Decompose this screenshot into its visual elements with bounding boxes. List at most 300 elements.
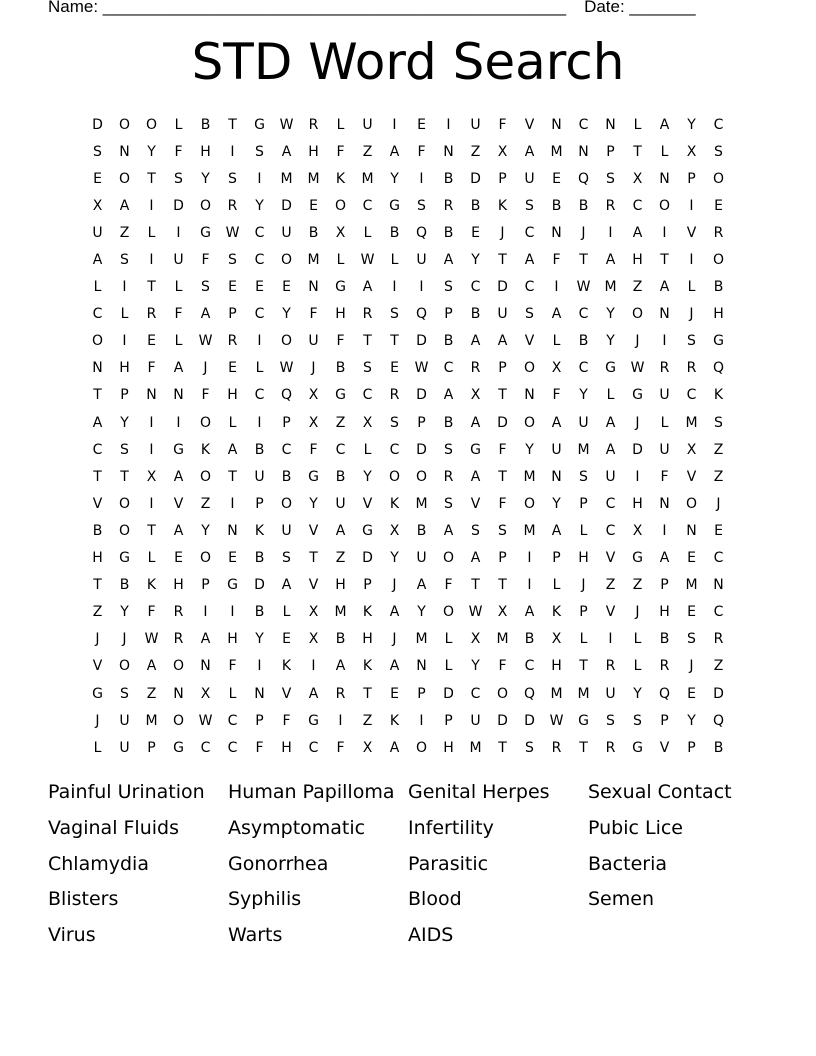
grid-letter: G	[119, 550, 130, 567]
grid-letter: E	[228, 360, 237, 377]
grid-row	[84, 653, 732, 680]
grid-letter: L	[552, 577, 561, 594]
grid-row	[84, 274, 732, 301]
grid-letter: P	[498, 360, 507, 377]
grid-letter: A	[173, 360, 184, 377]
word-list-item: Virus	[48, 924, 96, 947]
grid-letter: B	[92, 522, 103, 539]
grid-letter: S	[687, 631, 696, 648]
grid-letter: L	[336, 116, 345, 133]
grid-letter: X	[200, 685, 211, 702]
grid-letter: I	[608, 631, 613, 648]
grid-letter: W	[279, 116, 294, 133]
grid-letter: F	[309, 306, 318, 323]
grid-letter: M	[550, 685, 563, 702]
grid-letter: I	[419, 279, 424, 296]
grid-letter: M	[523, 522, 536, 539]
grid-letter: B	[578, 333, 589, 350]
grid-letter: T	[120, 468, 129, 485]
grid-letter: E	[687, 550, 696, 567]
grid-letter: B	[470, 197, 481, 214]
grid-letter: K	[362, 658, 373, 675]
grid-letter: Y	[309, 495, 318, 512]
grid-letter: B	[659, 631, 670, 648]
grid-letter: V	[173, 495, 184, 512]
grid-letter: J	[581, 577, 586, 594]
grid-letter: C	[92, 441, 103, 458]
grid-letter: L	[120, 306, 129, 323]
grid-letter: E	[390, 360, 399, 377]
grid-letter: Y	[579, 387, 588, 404]
grid-row	[84, 517, 732, 544]
grid-letter: U	[416, 252, 427, 269]
grid-letter: G	[578, 712, 589, 729]
grid-letter: C	[578, 306, 589, 323]
grid-letter: Y	[120, 414, 129, 431]
grid-letter: A	[497, 333, 508, 350]
grid-letter: T	[579, 658, 588, 675]
grid-letter: O	[118, 170, 131, 187]
grid-letter: C	[605, 522, 616, 539]
grid-letter: F	[552, 387, 561, 404]
grid-letter: O	[118, 116, 131, 133]
grid-letter: A	[281, 577, 292, 594]
grid-letter: W	[630, 360, 645, 377]
grid-letter: J	[311, 360, 316, 377]
grid-letter: T	[147, 279, 156, 296]
grid-letter: N	[578, 143, 589, 160]
grid-letter: T	[363, 333, 372, 350]
grid-letter: S	[444, 441, 453, 458]
grid-letter: B	[308, 224, 319, 241]
grid-letter: J	[392, 631, 397, 648]
grid-letter: S	[120, 441, 129, 458]
grid-letter: E	[147, 333, 156, 350]
grid-letter: N	[173, 387, 184, 404]
grid-letter: X	[497, 604, 508, 621]
grid-letter: H	[362, 631, 373, 648]
grid-letter: A	[605, 441, 616, 458]
grid-row	[84, 246, 732, 273]
grid-letter: D	[254, 577, 265, 594]
grid-letter: O	[415, 468, 428, 485]
grid-letter: G	[227, 577, 238, 594]
grid-letter: V	[281, 685, 292, 702]
grid-letter: A	[443, 522, 454, 539]
grid-row	[84, 382, 732, 409]
word-list-item: Parasitic	[408, 852, 489, 875]
grid-letter: J	[635, 414, 640, 431]
grid-letter: A	[470, 550, 481, 567]
grid-letter: G	[389, 197, 400, 214]
grid-letter: L	[552, 333, 561, 350]
grid-letter: O	[415, 739, 428, 756]
grid-letter: I	[338, 712, 343, 729]
grid-letter: M	[415, 495, 428, 512]
grid-letter: R	[470, 360, 481, 377]
grid-letter: B	[254, 550, 265, 567]
page-title: STD Word Search	[191, 33, 625, 91]
grid-letter: S	[525, 306, 534, 323]
grid-letter: C	[605, 495, 616, 512]
grid-letter: T	[498, 577, 507, 594]
grid-letter: I	[122, 333, 127, 350]
grid-letter: L	[633, 116, 642, 133]
word-list-item: Gonorrhea	[228, 852, 329, 875]
grid-letter: T	[579, 252, 588, 269]
grid-letter: B	[254, 604, 265, 621]
grid-letter: S	[444, 495, 453, 512]
grid-letter: S	[633, 712, 642, 729]
grid-letter: W	[576, 279, 591, 296]
grid-letter: Z	[362, 143, 373, 160]
grid-letter: E	[228, 279, 237, 296]
grid-letter: X	[632, 170, 643, 187]
word-list-item: Vaginal Fluids	[48, 816, 179, 839]
grid-row	[84, 463, 732, 490]
grid-letter: F	[147, 360, 156, 377]
grid-letter: J	[203, 360, 208, 377]
grid-letter: Y	[255, 197, 264, 214]
grid-letter: S	[390, 306, 399, 323]
grid-letter: Z	[146, 685, 157, 702]
grid-letter: Z	[362, 712, 373, 729]
grid-letter: N	[659, 306, 670, 323]
grid-letter: Y	[687, 712, 696, 729]
grid-letter: G	[335, 387, 346, 404]
grid-letter: R	[605, 658, 616, 675]
grid-letter: I	[149, 414, 154, 431]
grid-letter: U	[659, 441, 670, 458]
grid-letter: J	[689, 306, 694, 323]
header	[48, 0, 696, 17]
grid-letter: D	[416, 333, 427, 350]
grid-letter: F	[498, 116, 507, 133]
grid-letter: J	[122, 631, 127, 648]
date-field-label: Date: _______	[584, 0, 696, 16]
grid-letter: O	[91, 333, 104, 350]
grid-letter: S	[174, 170, 183, 187]
grid-letter: S	[579, 468, 588, 485]
grid-letter: D	[443, 685, 454, 702]
grid-letter: D	[497, 414, 508, 431]
grid-letter: G	[308, 712, 319, 729]
grid-letter: W	[144, 631, 159, 648]
grid-letter: L	[255, 360, 264, 377]
grid-letter: C	[443, 360, 454, 377]
grid-letter: L	[228, 414, 237, 431]
grid-letter: S	[714, 414, 723, 431]
grid-letter: P	[660, 577, 669, 594]
grid-letter: I	[608, 224, 613, 241]
grid-letter: M	[577, 441, 590, 458]
grid-letter: X	[686, 441, 697, 458]
grid-letter: K	[362, 604, 373, 621]
grid-row	[84, 301, 732, 328]
grid-letter: S	[120, 252, 129, 269]
grid-letter: B	[551, 197, 562, 214]
grid-letter: G	[362, 522, 373, 539]
word-list-item: Sexual Contact	[588, 781, 732, 803]
grid-letter: A	[632, 224, 643, 241]
grid-letter: O	[280, 252, 293, 269]
grid-letter: E	[255, 279, 264, 296]
grid-letter: B	[281, 468, 292, 485]
grid-row	[84, 355, 732, 382]
grid-letter: M	[361, 170, 374, 187]
grid-letter: D	[92, 116, 103, 133]
grid-letter: O	[523, 495, 536, 512]
grid-letter: P	[255, 712, 264, 729]
grid-letter: P	[498, 170, 507, 187]
grid-letter: F	[552, 252, 561, 269]
grid-row	[84, 545, 732, 572]
grid-letter: O	[496, 685, 509, 702]
grid-letter: V	[524, 333, 535, 350]
grid-letter: L	[579, 631, 588, 648]
grid-letter: Z	[632, 577, 643, 594]
grid-letter: C	[92, 306, 103, 323]
grid-letter: C	[713, 116, 724, 133]
grid-letter: H	[119, 360, 130, 377]
grid-letter: A	[443, 252, 454, 269]
grid-letter: A	[470, 468, 481, 485]
grid-letter: P	[660, 712, 669, 729]
grid-letter: G	[632, 387, 643, 404]
grid-letter: I	[554, 279, 559, 296]
grid-letter: L	[444, 631, 453, 648]
grid-letter: A	[659, 550, 670, 567]
grid-letter: L	[147, 550, 156, 567]
grid-letter: N	[416, 658, 427, 675]
grid-letter: F	[660, 468, 669, 485]
grid-letter: U	[524, 170, 535, 187]
letter-grid	[84, 111, 732, 761]
grid-letter: I	[176, 224, 181, 241]
grid-letter: L	[174, 279, 183, 296]
grid-letter: F	[201, 387, 210, 404]
grid-letter: I	[257, 414, 262, 431]
grid-letter: X	[362, 739, 373, 756]
grid-letter: M	[685, 577, 698, 594]
grid-letter: F	[498, 441, 507, 458]
grid-letter: A	[605, 414, 616, 431]
grid-letter: F	[201, 252, 210, 269]
grid-letter: O	[442, 550, 455, 567]
grid-letter: P	[498, 550, 507, 567]
grid-letter: P	[147, 739, 156, 756]
grid-letter: M	[469, 739, 482, 756]
grid-letter: O	[685, 495, 698, 512]
grid-letter: U	[92, 224, 103, 241]
grid-letter: Y	[687, 116, 696, 133]
grid-letter: C	[524, 224, 535, 241]
grid-letter: K	[200, 441, 211, 458]
grid-letter: Q	[523, 685, 536, 702]
grid-letter: O	[523, 414, 536, 431]
grid-letter: B	[443, 224, 454, 241]
grid-letter: N	[713, 577, 724, 594]
grid-letter: I	[149, 252, 154, 269]
grid-row	[84, 192, 732, 219]
grid-letter: I	[230, 604, 235, 621]
grid-letter: Q	[415, 306, 428, 323]
word-list-item: Syphilis	[228, 888, 302, 911]
grid-letter: B	[578, 197, 589, 214]
grid-letter: N	[524, 387, 535, 404]
grid-letter: X	[470, 631, 481, 648]
word-list-item: Blisters	[48, 888, 119, 911]
grid-letter: R	[362, 306, 373, 323]
grid-letter: V	[686, 224, 697, 241]
grid-letter: E	[174, 550, 183, 567]
grid-row	[84, 111, 732, 138]
grid-letter: L	[147, 224, 156, 241]
grid-letter: C	[308, 739, 319, 756]
grid-letter: R	[713, 224, 724, 241]
grid-letter: C	[578, 116, 589, 133]
grid-letter: T	[390, 333, 399, 350]
grid-letter: H	[335, 577, 346, 594]
grid-letter: Y	[201, 522, 210, 539]
grid-letter: D	[497, 279, 508, 296]
grid-letter: O	[280, 495, 293, 512]
grid-letter: X	[92, 197, 103, 214]
grid-letter: F	[255, 739, 264, 756]
grid-letter: H	[578, 550, 589, 567]
grid-letter: R	[443, 197, 454, 214]
grid-letter: D	[632, 441, 643, 458]
grid-letter: I	[203, 604, 208, 621]
grid-letter: Q	[577, 170, 590, 187]
grid-letter: R	[659, 360, 670, 377]
grid-letter: V	[362, 495, 373, 512]
grid-letter: O	[145, 116, 158, 133]
grid-letter: C	[335, 441, 346, 458]
grid-letter: Z	[605, 577, 616, 594]
grid-letter: I	[446, 116, 451, 133]
grid-letter: N	[119, 143, 130, 160]
grid-letter: R	[686, 360, 697, 377]
grid-letter: C	[524, 658, 535, 675]
grid-letter: S	[687, 333, 696, 350]
grid-letter: D	[362, 550, 373, 567]
grid-letter: H	[659, 604, 670, 621]
grid-letter: A	[416, 577, 427, 594]
grid-letter: U	[578, 414, 589, 431]
grid-letter: N	[686, 522, 697, 539]
grid-letter: P	[606, 143, 615, 160]
grid-letter: I	[176, 414, 181, 431]
grid-letter: O	[199, 550, 212, 567]
grid-letter: F	[147, 604, 156, 621]
grid-letter: Q	[658, 685, 671, 702]
grid-letter: A	[200, 306, 211, 323]
grid-letter: P	[687, 170, 696, 187]
grid-letter: T	[498, 387, 507, 404]
grid-letter: F	[309, 441, 318, 458]
grid-letter: P	[282, 414, 291, 431]
grid-letter: A	[524, 143, 535, 160]
grid-letter: Y	[390, 550, 399, 567]
grid-letter: C	[254, 387, 265, 404]
grid-letter: S	[417, 197, 426, 214]
grid-letter: K	[335, 170, 346, 187]
grid-letter: M	[685, 414, 698, 431]
grid-letter: S	[606, 170, 615, 187]
grid-letter: C	[362, 387, 373, 404]
grid-letter: K	[389, 495, 400, 512]
grid-letter: N	[227, 522, 238, 539]
grid-letter: O	[118, 658, 131, 675]
word-list-item: Painful Urination	[48, 781, 205, 803]
grid-letter: J	[500, 224, 505, 241]
grid-letter: P	[579, 495, 588, 512]
grid-letter: I	[635, 468, 640, 485]
grid-letter: I	[311, 658, 316, 675]
grid-letter: H	[443, 739, 454, 756]
grid-letter: A	[551, 522, 562, 539]
grid-letter: T	[228, 468, 237, 485]
grid-letter: X	[308, 604, 319, 621]
grid-letter: C	[524, 279, 535, 296]
grid-letter: S	[525, 197, 534, 214]
grid-letter: C	[254, 224, 265, 241]
grid-letter: S	[444, 279, 453, 296]
grid-letter: A	[173, 522, 184, 539]
grid-letter: O	[118, 522, 131, 539]
grid-letter: A	[200, 631, 211, 648]
grid-letter: R	[308, 116, 319, 133]
grid-letter: D	[416, 441, 427, 458]
grid-letter: E	[714, 522, 723, 539]
grid-letter: C	[632, 197, 643, 214]
grid-letter: X	[632, 522, 643, 539]
grid-letter: N	[308, 279, 319, 296]
grid-letter: C	[470, 685, 481, 702]
grid-letter: L	[633, 631, 642, 648]
grid-row	[84, 219, 732, 246]
grid-letter: A	[362, 279, 373, 296]
grid-letter: H	[200, 143, 211, 160]
grid-letter: L	[633, 658, 642, 675]
grid-letter: G	[92, 685, 103, 702]
grid-letter: M	[307, 170, 320, 187]
grid-letter: F	[498, 658, 507, 675]
grid-letter: S	[228, 252, 237, 269]
grid-letter: L	[363, 224, 372, 241]
grid-letter: G	[713, 333, 724, 350]
grid-letter: K	[146, 577, 157, 594]
grid-letter: N	[146, 387, 157, 404]
grid-letter: F	[228, 658, 237, 675]
grid-letter: O	[442, 604, 455, 621]
grid-letter: C	[254, 252, 265, 269]
grid-letter: L	[282, 604, 291, 621]
grid-letter: S	[201, 279, 210, 296]
grid-letter: W	[360, 252, 375, 269]
grid-letter: G	[254, 116, 265, 133]
grid-letter: B	[416, 522, 427, 539]
grid-letter: I	[689, 252, 694, 269]
grid-letter: D	[497, 712, 508, 729]
grid-letter: P	[417, 414, 426, 431]
grid-letter: Q	[280, 387, 293, 404]
grid-letter: T	[147, 522, 156, 539]
grid-letter: D	[281, 197, 292, 214]
grid-letter: A	[524, 252, 535, 269]
grid-letter: V	[686, 468, 697, 485]
